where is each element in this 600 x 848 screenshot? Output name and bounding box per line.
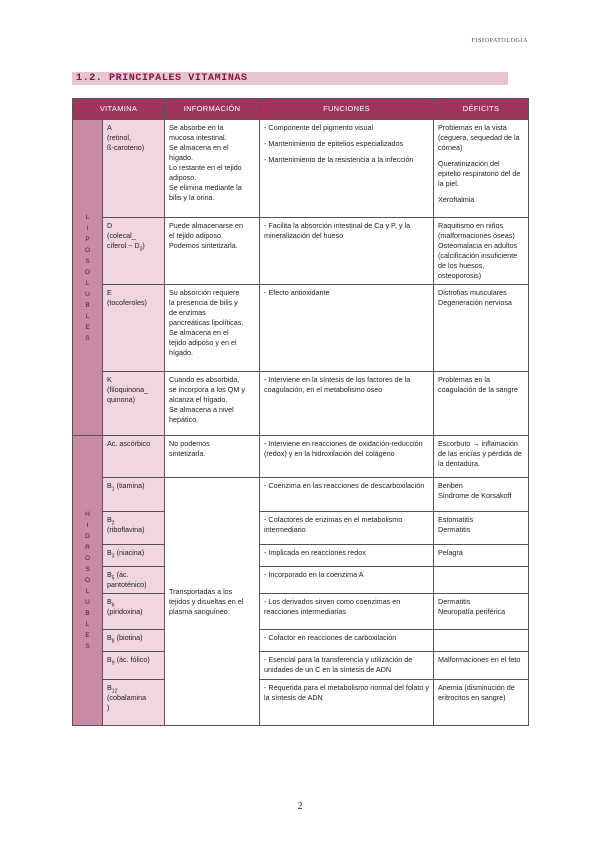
deficits-cell xyxy=(434,478,529,512)
vitamin-name: $B_1$ (tiamina) xyxy=(103,478,165,512)
deficits-cell xyxy=(434,218,529,285)
functions-cell xyxy=(260,218,434,285)
column-header-deficits: DÉFICITS xyxy=(434,99,529,120)
table-row xyxy=(73,680,529,726)
deficit-item: Problemas en la vista (ceguera, sequedad de la córnea) xyxy=(438,123,520,152)
deficit-item: Problemas en la coagulación de la sangre xyxy=(438,375,518,394)
info-line: Se elimina mediante la xyxy=(169,183,242,192)
info-line: Se absorbe en la xyxy=(169,123,224,132)
function-item: - Mantenimiento de epitelios especializados xyxy=(264,139,404,148)
deficits-cell xyxy=(434,372,529,436)
function-item: - Requerida para el metabolismo normal del folato y la síntesis de ADN xyxy=(264,683,430,702)
deficit-item: Osteomalacia en adultos (calcificación insuficiente de los huesos, osteoporosis) xyxy=(438,241,518,280)
deficits-cell xyxy=(434,285,529,372)
vitamin-name: $B_2$ (riboflavina) xyxy=(103,512,165,545)
info-line: mucosa intestinal. xyxy=(169,133,227,142)
functions-cell xyxy=(260,545,434,567)
column-header-informacion: INFORMACIÓN xyxy=(165,99,260,120)
deficits-cell xyxy=(434,567,529,594)
group-letter: E xyxy=(85,632,90,639)
table-row xyxy=(73,436,529,478)
function-item: - Cofactor en reacciones de carboxilación xyxy=(264,633,397,642)
info-line: bilis y la orina. xyxy=(169,193,215,202)
group-letter: I xyxy=(86,224,89,232)
group-letter: L xyxy=(85,279,90,287)
group-letter: L xyxy=(85,588,90,595)
deficit-item: Pelagra xyxy=(438,548,463,557)
table-row xyxy=(73,652,529,680)
deficit-item: Malformaciones en el feto xyxy=(438,655,521,664)
group-letter: O xyxy=(84,246,91,254)
functions-cell xyxy=(260,512,434,545)
table-row xyxy=(73,567,529,594)
vitamin-name: D (colecal_ ciferol ~ $D_3$) xyxy=(103,218,165,285)
info-line: Se almacena a nivel xyxy=(169,405,234,414)
functions-cell xyxy=(260,594,434,630)
group-letter: H xyxy=(85,511,90,518)
deficit-item: Beriberi xyxy=(438,481,463,490)
functions-cell xyxy=(260,652,434,680)
vitamin-name xyxy=(103,436,165,478)
group-letter: S xyxy=(85,257,90,265)
function-item: - Mantenimiento de la resistencia a la infección xyxy=(264,155,414,164)
functions-cell xyxy=(260,680,434,726)
vitamin-name xyxy=(103,285,165,372)
group-letter: I xyxy=(86,522,89,529)
info-line: Transportadas a los xyxy=(169,586,233,596)
info-line: adiposo. xyxy=(169,173,197,182)
vitamin-name: $B_9$ (ác. fólico) xyxy=(103,652,165,680)
deficits-cell xyxy=(434,545,529,567)
info-line: hígado. xyxy=(169,348,193,357)
vitamin-name-line: (retinol, xyxy=(107,133,131,142)
group-letter: U xyxy=(85,290,90,298)
group-letter: D xyxy=(85,533,90,540)
function-item: - Componente del pigmento visual xyxy=(264,123,374,132)
functions-cell xyxy=(260,120,434,218)
info-cell xyxy=(165,436,260,478)
info-line: se incorpora a los QM y xyxy=(169,385,245,394)
info-line: hepático. xyxy=(169,415,199,424)
deficits-cell xyxy=(434,680,529,726)
function-item: - Efecto antioxidante xyxy=(264,288,330,297)
group-letter: L xyxy=(85,621,90,628)
info-line: tejidos y disueltas en el xyxy=(169,596,244,606)
info-line: Se almacena en el xyxy=(169,328,229,337)
table-row xyxy=(73,372,529,436)
info-line: Su absorción requiere xyxy=(169,288,240,297)
table-row xyxy=(73,218,529,285)
vitamin-name: $B_8$ (biotina) xyxy=(103,630,165,652)
info-line: No podemos xyxy=(169,439,210,448)
group-letter: P xyxy=(85,235,90,243)
vitamins-table xyxy=(72,98,529,726)
function-item: - Interviene en la síntesis de los factores de la coagulación, en el metabolismo óseo xyxy=(264,375,411,394)
deficits-cell xyxy=(434,652,529,680)
info-line: pancreáticas lipolíticas. xyxy=(169,318,244,327)
table-header-row xyxy=(73,99,529,120)
group-letter: L xyxy=(85,312,90,320)
deficits-cell xyxy=(434,436,529,478)
table-row xyxy=(73,478,529,512)
deficits-cell xyxy=(434,594,529,630)
deficit-item: Anemia (disminución de eritrocitos en sangre) xyxy=(438,683,515,702)
group-letter: L xyxy=(85,213,90,221)
function-item: - Incorporado en la coenzima A xyxy=(264,570,364,579)
info-line: hígado. xyxy=(169,153,193,162)
table-row xyxy=(73,545,529,567)
deficits-cell xyxy=(434,120,529,218)
group-label-hidrosolubles xyxy=(73,436,103,726)
deficit-item: Neuropatía periférica xyxy=(438,607,506,616)
function-item: - Implicada en reacciones redox xyxy=(264,548,366,557)
function-item: - Esencial para la transferencia y utilización de unidades de un C en la síntesis de ADN xyxy=(264,655,413,674)
functions-cell xyxy=(260,372,434,436)
deficit-item: Degeneración nerviosa xyxy=(438,298,512,307)
info-cell xyxy=(165,218,260,285)
info-line: Cuando es absorbida, xyxy=(169,375,240,384)
table-row xyxy=(73,630,529,652)
vitamin-name-line: ß-caroteno) xyxy=(107,143,145,152)
section-title: 1.2. PRINCIPALES VITAMINAS xyxy=(76,73,248,84)
deficit-item: Escorbuto → inflamación de las encías y pérdida de la dentadura. xyxy=(438,439,522,468)
functions-cell xyxy=(260,630,434,652)
deficit-item: Síndrome de Korsakoff xyxy=(438,491,512,500)
group-letter: B xyxy=(85,301,90,309)
deficit-item: Dermatitis xyxy=(438,525,471,534)
group-letter: S xyxy=(85,334,90,342)
info-line: tejido adiposo y en el xyxy=(169,338,237,347)
deficit-item: Raquitismo en niños (malformaciones óseas) xyxy=(438,221,515,240)
group-letter: O xyxy=(84,268,91,276)
vitamin-name-line: E xyxy=(107,288,112,297)
deficit-item: Distrofias musculares xyxy=(438,288,507,297)
deficit-item: Xeroftalmia xyxy=(438,195,475,204)
vitamin-name xyxy=(103,120,165,218)
info-line: Se almacena en el xyxy=(169,143,229,152)
info-line: Lo restante en el tejido xyxy=(169,163,242,172)
info-line: Podemos sintetizarla. xyxy=(169,241,238,250)
info-cell xyxy=(165,120,260,218)
info-cell-shared xyxy=(165,478,260,726)
group-letter: S xyxy=(85,643,90,650)
info-cell xyxy=(165,372,260,436)
vitamin-name: $B_3$ (niacina) xyxy=(103,545,165,567)
info-line: Puede almacenarse en xyxy=(169,221,243,230)
table-row xyxy=(73,285,529,372)
group-letter: O xyxy=(84,555,91,562)
functions-cell xyxy=(260,285,434,372)
vitamin-name-line: A xyxy=(107,123,112,132)
column-header-funciones: FUNCIONES xyxy=(260,99,434,120)
functions-cell xyxy=(260,567,434,594)
function-item: - Coenzima en las reacciones de descarboxilación xyxy=(264,481,425,490)
vitamin-name xyxy=(103,372,165,436)
vitamin-name: $B_{12}$ (cobalamina ) xyxy=(103,680,165,726)
group-letter: E xyxy=(85,323,90,331)
vitamin-name-line: Ac. ascórbico xyxy=(107,439,151,448)
group-letter: U xyxy=(85,599,90,606)
function-item: - Facilita la absorción intestinal de Ca y P, y la mineralización del hueso xyxy=(264,221,411,240)
deficit-item: Queratinización del epitelio respiratorio del de la piel. xyxy=(438,159,521,188)
deficits-cell xyxy=(434,630,529,652)
vitamin-name: $B_5$ (ác. pantoténico) xyxy=(103,567,165,594)
info-line: sintetizarla. xyxy=(169,449,206,458)
group-letter: B xyxy=(85,610,90,617)
functions-cell xyxy=(260,436,434,478)
group-letter: O xyxy=(84,577,91,584)
info-line: de enzimas xyxy=(169,308,206,317)
vitamin-name-line: quinona) xyxy=(107,395,135,404)
running-head: FISIOPATOLOGÍA xyxy=(471,38,528,44)
column-header-vitamina: VITAMINA xyxy=(73,99,165,120)
info-cell xyxy=(165,285,260,372)
info-line: alcanza el hígado. xyxy=(169,395,228,404)
table-row xyxy=(73,512,529,545)
functions-cell xyxy=(260,478,434,512)
info-line: plasma sanguíneo. xyxy=(169,606,230,616)
group-label-liposolubles xyxy=(73,120,103,436)
vitamin-name-line: (filoquinona_ xyxy=(107,385,149,394)
vitamin-name-line: (tocoferoles) xyxy=(107,298,147,307)
deficit-item: Estomatitis xyxy=(438,515,474,524)
group-letter: S xyxy=(85,566,90,573)
function-item: - Interviene en reacciones de oxidación-reducción (redox) y en la hidroxilación del colágeno xyxy=(264,439,423,458)
deficit-item: Dermatitis xyxy=(438,597,471,606)
page-number: 2 xyxy=(297,801,303,812)
table-row xyxy=(73,120,529,218)
deficits-cell xyxy=(434,512,529,545)
table-row xyxy=(73,594,529,630)
info-line: la presencia de bilis y xyxy=(169,298,238,307)
info-line: el tejido adiposo. xyxy=(169,231,223,240)
vitamin-name: $B_6$ (piridoxina) xyxy=(103,594,165,630)
function-item: - Los derivados sirven como coenzimas en reacciones intermediarias xyxy=(264,597,401,616)
vitamin-name-line: K xyxy=(107,375,112,384)
group-letter: R xyxy=(85,544,90,551)
function-item: - Cofactores de enzimas en el metabolismo intermediario xyxy=(264,515,403,534)
